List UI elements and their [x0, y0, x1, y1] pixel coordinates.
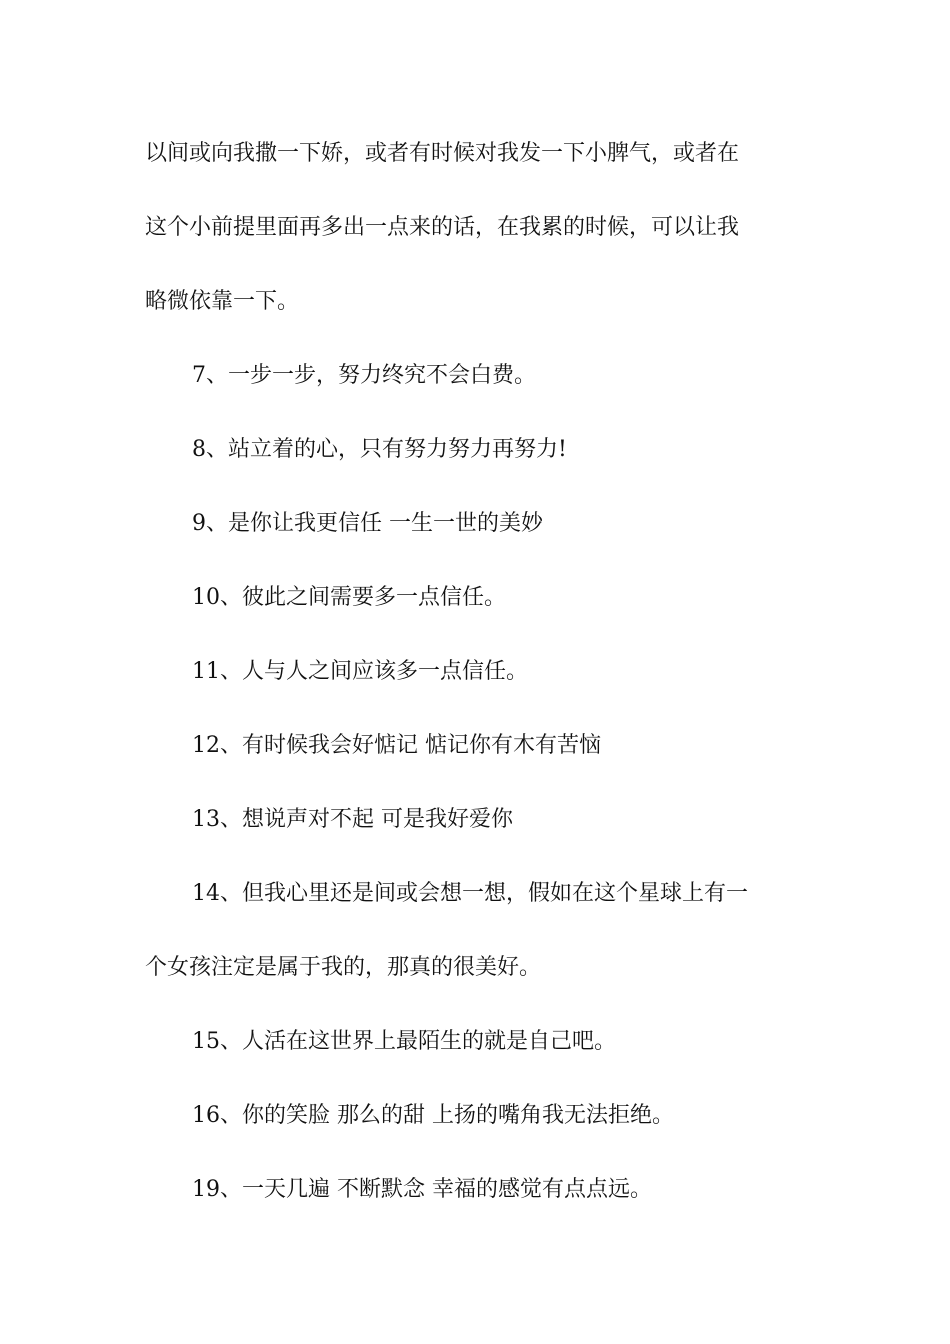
list-item-14-continuation: 个女孩注定是属于我的，那真的很美好。: [145, 955, 542, 980]
paragraph-continuation-line: 这个小前提里面再多出一点来的话，在我累的时候，可以让我: [145, 215, 740, 240]
list-item-13: 13、想说声对不起 可是我好爱你: [192, 807, 513, 832]
paragraph-continuation-line: 以间或向我撒一下娇，或者有时候对我发一下小脾气，或者在: [145, 141, 740, 166]
list-item-10: 10、彼此之间需要多一点信任。: [192, 585, 506, 610]
list-item-19: 19、一天几遍 不断默念 幸福的感觉有点点远。: [192, 1177, 652, 1202]
list-item-8: 8、站立着的心，只有努力努力再努力!: [192, 437, 567, 462]
list-item-15: 15、人活在这世界上最陌生的就是自己吧。: [192, 1029, 616, 1054]
list-item-14: 14、但我心里还是间或会想一想，假如在这个星球上有一: [192, 881, 748, 906]
list-item-11: 11、人与人之间应该多一点信任。: [192, 659, 528, 684]
list-item-7: 7、一步一步，努力终究不会白费。: [192, 363, 536, 388]
list-item-9: 9、是你让我更信任 一生一世的美妙: [192, 511, 543, 536]
list-item-16: 16、你的笑脸 那么的甜 上扬的嘴角我无法拒绝。: [192, 1103, 674, 1128]
list-item-12: 12、有时候我会好惦记 惦记你有木有苦恼: [192, 733, 601, 758]
document-body: [145, 128, 807, 1238]
paragraph-continuation-line: 略微依靠一下。: [145, 289, 300, 314]
